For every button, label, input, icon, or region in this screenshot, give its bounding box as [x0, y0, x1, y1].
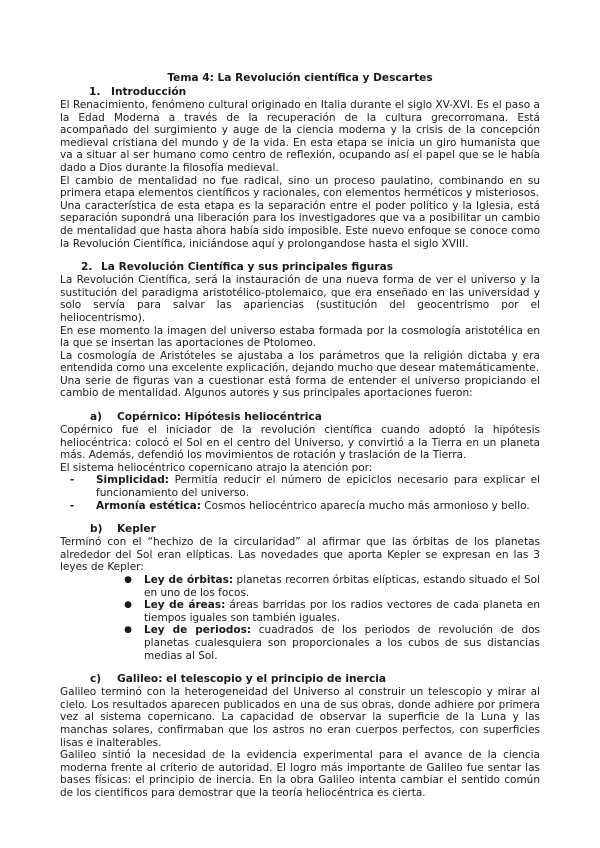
term: Ley de periodos:	[144, 624, 252, 637]
dash-bullet: -	[69, 499, 75, 512]
section-number: 1.	[89, 86, 101, 98]
term-description: planetas recorren órbitas elípticas, estando situado el Sol en uno de los focos.	[144, 574, 540, 599]
term: Ley de órbitas:	[144, 574, 234, 586]
paragraph: La Revolución Científica, será la instauración de una nueva forma de ver el universo y la sustitución del paradigma aristotélico-ptolemaico, que era enseñado en las universidad y solo servía para salvar las apariencias (sustitución del geocentrismo por el heliocentrismo).	[60, 274, 540, 324]
paragraph: El cambio de mentalidad no fue radical, sino un proceso paulatino, combinando en su primera etapa elementos científicos y racionales, con elementos herméticos y misteriosos.	[60, 174, 540, 200]
paragraph: Copérnico fue el iniciador de la revolución científica cuando adoptó la hipótesis heliocéntrica: colocó el Sol en el centro del Universo, y convirtió a la Tierra en un planeta más. Además, defendió los movimientos de rotación y traslación de la Tierra.	[60, 424, 540, 462]
paragraph: Galileo sintió la necesidad de la evidencia experimental para el avance de la ciencia moderna frente al criterio de autoridad. El logro más importante de Galileo fue sentar las bases físicas: el principio de inercia. En la obra Galileo intenta cambiar el sentido común de los científicos para demostrar que la teoría heliocéntrica es cierta.	[60, 749, 540, 799]
term-description: cuadrados de los periodos de revolución de dos planetas cualesquiera son proporcionales a los cubos de sus distancias medias al Sol.	[144, 624, 541, 662]
term: Ley de áreas:	[144, 599, 226, 612]
subsection-heading-copernico	[90, 411, 540, 424]
paragraph: Una característica de esta etapa es la separación entre el poder político y la Iglesia, está separación supondrá una liberación para los investigadores que va a posibilitar un cambio de mentalidad que hasta ahora había sido imposible. Este nuevo enfoque se conoce como la Revolución Científica, iniciándose aquí y prolongandose hasta el siglo XVIII.	[60, 199, 540, 250]
paragraph: En ese momento la imagen del universo estaba formada por la cosmología aristotélica en la que se insertan las aportaciones de Ptolomeo.	[60, 324, 540, 350]
paragraph: El sistema heliocéntrico copernicano atrajo la atención por:	[60, 461, 373, 474]
subsection-heading-galileo	[90, 673, 540, 686]
section-title: La Revolución Científica y sus principales figuras	[101, 261, 394, 274]
paragraph: El Renacimiento, fenómeno cultural originado en Italia durante el siglo XV-XVI. Es el paso a la Edad Moderna a través de la recuperación de la cultura grecorromana. Está acompañado del surgimiento y auge de la ciencia moderna y la crisis de la concepción medieval cristiana del mundo y de la vida. En esta etapa se inicia un giro humanista que va a situar al ser humano como centro de reflexión, ocupando así el papel que se le había dado a Dios durante la filosofía medieval.	[60, 99, 540, 174]
subsection-title: Kepler	[117, 523, 156, 536]
list-item	[60, 624, 540, 662]
term: Simplicidad:	[96, 474, 169, 487]
list-item	[60, 500, 540, 513]
section-number: 2.	[81, 261, 93, 274]
term-description: áreas barridas por los radios vectores de cada planeta en tiempos iguales son también iguales.	[144, 599, 540, 624]
paragraph: Galileo terminó con la heterogeneidad del Universo al construir un telescopio y mirar al cielo. Los resultados aparecen publicados en una de sus obras, donde adhiere por primera vez al sistema copernicano. La capacidad de observar la superficie de la Luna y las manchas solares, confirmaban que los astros no eran cuerpos perfectos, con superficies lisas e inalterables.	[60, 686, 540, 749]
subsection-letter: c)	[90, 673, 102, 686]
list-item	[60, 574, 540, 599]
subsection-letter: b)	[90, 523, 103, 536]
subsection-heading-kepler	[90, 523, 540, 536]
term-description: Permitía reducir el número de epiciclos necesario para explicar el funcionamiento del universo.	[96, 474, 540, 500]
subsection-letter: a)	[90, 411, 102, 424]
bullet-list	[60, 574, 540, 662]
list-item	[60, 474, 540, 499]
list-item	[60, 599, 540, 624]
bullet-icon: ●	[124, 575, 132, 585]
dash-bullet: -	[69, 474, 75, 487]
term-description: Cosmos heliocéntrico aparecía mucho más armonioso y bello.	[200, 499, 530, 512]
term: Armonía estética:	[96, 499, 201, 512]
bullet-icon: ●	[124, 600, 132, 611]
dash-list	[60, 474, 540, 512]
section-heading-introduccion	[60, 86, 540, 99]
paragraph: Terminó con el “hechizo de la circularidad” al afirmar que las órbitas de los planetas alrededor del Sol eran elípticas. Las novedades que aporta Kepler se expresan en las 3 leyes de Kepler:	[60, 536, 540, 574]
paragraph: La cosmología de Aristóteles se ajustaba a los parámetros que la religión dictaba y era entendida como una excelente explicación, dejando mucho que desear matemáticamente.	[60, 349, 540, 375]
bullet-icon: ●	[124, 625, 132, 636]
section-title: Introducción	[111, 86, 187, 98]
subsection-title: Copérnico: Hipótesis heliocéntrica	[117, 411, 322, 424]
page-title: Tema 4: La Revolución científica y Descartes	[167, 72, 433, 84]
section-heading-revolucion	[60, 261, 540, 274]
subsection-title: Galileo: el telescopio y el principio de inercia	[117, 673, 387, 686]
paragraph: Una serie de figuras van a cuestionar está forma de entender el universo propiciando el cambio de mentalidad. Algunos autores y sus principales aportaciones fueron:	[60, 374, 540, 400]
